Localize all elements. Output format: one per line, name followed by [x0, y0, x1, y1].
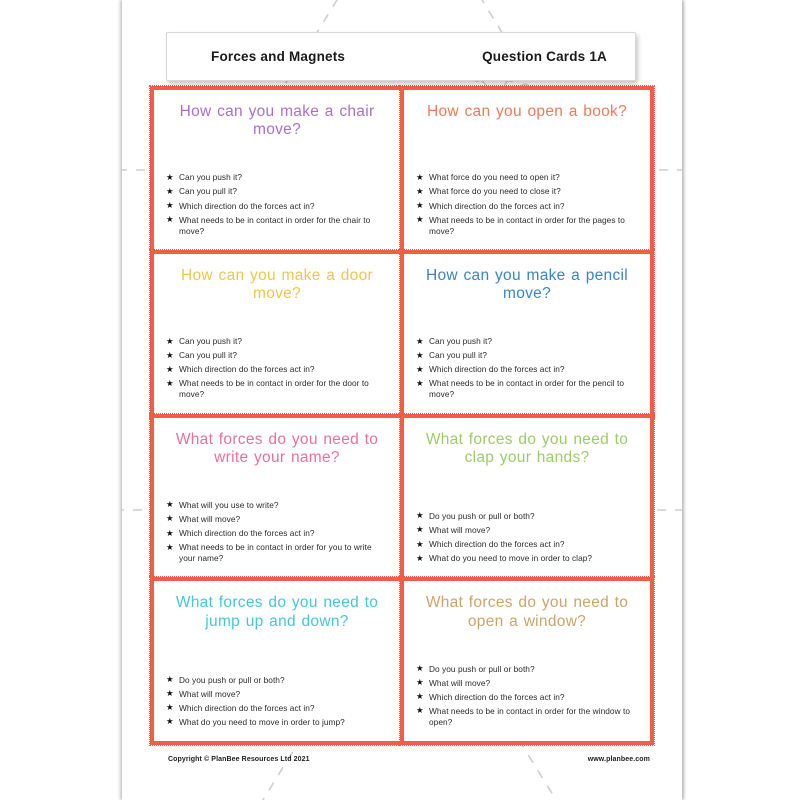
list-item-text: Do you push or pull or both?	[179, 674, 285, 685]
list-item	[164, 675, 390, 686]
list-item	[414, 553, 640, 564]
list-item-text: What will move?	[179, 688, 241, 699]
star-bullet-icon: ★	[416, 538, 424, 549]
star-bullet-icon: ★	[166, 674, 174, 684]
list-item	[164, 514, 390, 525]
list-item	[414, 350, 640, 361]
list-item-text: Do you push or pull or both?	[429, 663, 535, 674]
list-item-text: Which direction do the forces act in?	[179, 364, 315, 375]
list-item-text: What do you need to move in order to clap?	[429, 553, 593, 564]
star-bullet-icon: ★	[166, 499, 174, 510]
list-item-text: Which direction do the forces act in?	[429, 364, 565, 375]
list-item	[414, 664, 640, 675]
list-item	[164, 717, 390, 728]
list-item-text: Which direction do the forces act in?	[179, 200, 315, 211]
star-bullet-icon: ★	[166, 171, 174, 182]
list-item-text: Can you push it?	[179, 172, 243, 183]
list-item-text: What needs to be in contact in order for the window to open?	[429, 705, 631, 727]
card-title: What forces do you need to clap your hands?	[425, 430, 629, 466]
list-item	[164, 364, 390, 375]
header-title-bar	[166, 32, 636, 81]
list-item	[164, 542, 390, 564]
card-title: How can you make a door move?	[181, 266, 373, 303]
list-item-text: What needs to be in contact in order for the door to move?	[179, 378, 369, 400]
list-item	[414, 364, 640, 375]
list-item-text: Can you pull it?	[179, 186, 237, 197]
list-item-text: Can you pull it?	[429, 350, 487, 361]
list-item-text: What needs to be in contact in order for the pages to move?	[429, 214, 625, 236]
list-item	[414, 378, 640, 400]
star-bullet-icon: ★	[416, 705, 424, 716]
question-card[interactable]	[150, 250, 404, 418]
card-question-list	[164, 172, 390, 239]
list-item-text: What will you use to write?	[179, 499, 279, 510]
question-card[interactable]	[150, 414, 404, 582]
list-item	[164, 186, 390, 197]
list-item-text: What do you need to move in order to jump?	[179, 716, 345, 727]
list-item	[414, 172, 640, 183]
star-bullet-icon: ★	[416, 510, 424, 521]
list-item	[414, 201, 640, 212]
star-bullet-icon: ★	[416, 377, 424, 388]
list-item	[164, 689, 390, 700]
star-bullet-icon: ★	[166, 185, 174, 196]
list-item	[164, 172, 390, 183]
question-card[interactable]	[400, 86, 654, 254]
printable-page-sheet	[122, 0, 682, 800]
list-item	[164, 528, 390, 539]
list-item-text: Which direction do the forces act in?	[429, 200, 565, 211]
list-item-text: Which direction do the forces act in?	[429, 539, 565, 549]
header-resource-title: Question Cards 1A	[482, 49, 607, 64]
list-item	[414, 511, 640, 522]
star-bullet-icon: ★	[416, 349, 424, 360]
list-item-text: What will move?	[429, 677, 491, 688]
star-bullet-icon: ★	[166, 214, 174, 225]
card-title: How can you open a book?	[426, 103, 628, 120]
star-bullet-icon: ★	[166, 513, 174, 524]
star-bullet-icon: ★	[416, 524, 424, 535]
list-item-text: What needs to be in contact in order for you to write your name?	[179, 542, 372, 564]
card-question-list	[164, 675, 390, 732]
star-bullet-icon: ★	[416, 185, 424, 196]
question-card-grid	[152, 88, 652, 743]
list-item-text: Can you pull it?	[179, 350, 237, 361]
page-footer	[122, 756, 682, 770]
list-item	[414, 539, 640, 550]
card-question-list	[414, 664, 640, 731]
header-subject-title: Forces and Magnets	[211, 49, 346, 64]
star-bullet-icon: ★	[416, 552, 424, 563]
card-question-list	[414, 511, 640, 568]
star-bullet-icon: ★	[416, 200, 424, 211]
star-bullet-icon: ★	[416, 171, 424, 182]
list-item	[414, 678, 640, 689]
star-bullet-icon: ★	[166, 688, 174, 699]
list-item	[164, 378, 390, 400]
list-item	[164, 703, 390, 714]
list-item-text: What will move?	[179, 513, 241, 524]
list-item-text: What force do you need to close it?	[429, 186, 561, 197]
question-card[interactable]	[400, 414, 654, 582]
star-bullet-icon: ★	[416, 663, 424, 674]
star-bullet-icon: ★	[416, 214, 424, 225]
card-title: What forces do you need to write your name?	[175, 430, 379, 466]
star-bullet-icon: ★	[416, 363, 424, 374]
list-item	[414, 215, 640, 237]
website-link[interactable]: www.planbee.com	[587, 756, 650, 763]
list-item	[164, 500, 390, 511]
copyright-notice: Copyright © PlanBee Resources Ltd 2021	[168, 756, 310, 763]
card-question-list	[164, 500, 390, 567]
star-bullet-icon: ★	[166, 349, 174, 360]
list-item-text: What needs to be in contact in order for the pencil to move?	[429, 378, 625, 400]
list-item-text: Which direction do the forces act in?	[179, 702, 315, 713]
list-item	[164, 336, 390, 347]
list-item-text: What will move?	[429, 524, 491, 535]
star-bullet-icon: ★	[166, 377, 174, 388]
question-card[interactable]	[150, 86, 404, 254]
star-bullet-icon: ★	[166, 716, 174, 727]
star-bullet-icon: ★	[166, 702, 174, 713]
list-item	[414, 186, 640, 197]
list-item	[164, 350, 390, 361]
list-item-text: Which direction do the forces act in?	[179, 528, 315, 539]
star-bullet-icon: ★	[166, 335, 174, 346]
list-item	[414, 336, 640, 347]
list-item	[164, 215, 390, 237]
star-bullet-icon: ★	[166, 363, 174, 374]
card-question-list	[164, 336, 390, 403]
list-item	[414, 692, 640, 703]
list-item-text: What force do you need to open it?	[429, 172, 560, 183]
card-title: How can you make a chair move?	[179, 103, 375, 139]
card-question-list	[414, 172, 640, 239]
star-bullet-icon: ★	[416, 677, 424, 688]
star-bullet-icon: ★	[416, 691, 424, 702]
card-question-list	[414, 336, 640, 403]
card-title: What forces do you need to jump up and down?	[175, 594, 379, 630]
question-card[interactable]	[150, 577, 404, 745]
card-title: What forces do you need to open a window?	[425, 594, 629, 630]
star-bullet-icon: ★	[166, 541, 174, 552]
list-item	[414, 706, 640, 728]
list-item	[414, 525, 640, 536]
list-item	[164, 201, 390, 212]
list-item-text: What needs to be in contact in order for the chair to move?	[179, 214, 371, 236]
question-card[interactable]	[400, 250, 654, 418]
question-card[interactable]	[400, 577, 654, 745]
star-bullet-icon: ★	[166, 200, 174, 211]
list-item-text: Do you push or pull or both?	[429, 510, 535, 521]
list-item-text: Can you push it?	[429, 336, 493, 347]
star-bullet-icon: ★	[166, 527, 174, 538]
star-bullet-icon: ★	[416, 335, 424, 346]
card-title: How can you make a pencil move?	[425, 266, 629, 303]
list-item-text: Can you push it?	[179, 336, 243, 347]
list-item-text: Which direction do the forces act in?	[429, 691, 565, 702]
